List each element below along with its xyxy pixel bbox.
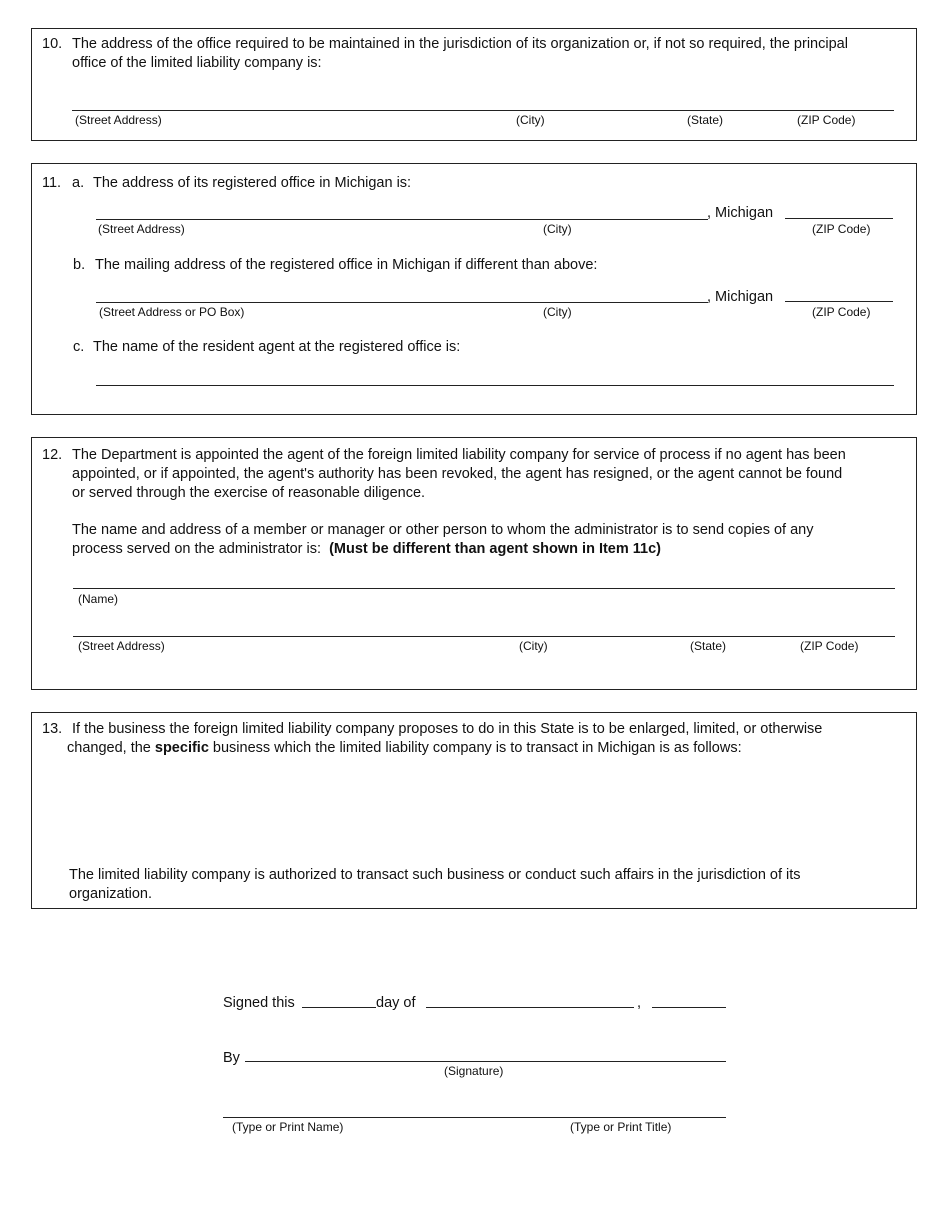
signature-line <box>245 1061 726 1062</box>
item-11b-city-caption: (City) <box>543 305 572 319</box>
item-13-line2-pre: changed, the <box>67 740 151 756</box>
item-11b-zip-field[interactable] <box>785 284 893 302</box>
item-13-line2-post: business which the limited liability company is to transact in Michigan is as follows: <box>212 740 742 756</box>
item-13-line2 <box>67 739 742 758</box>
signed-year-line <box>652 1007 726 1008</box>
item-11-number: 11. <box>42 175 62 191</box>
item-12-name-line <box>73 588 895 589</box>
item-13-closing-line1: The limited liability company is authorized to transact such business or conduct such affairs in the jurisdiction of its <box>69 867 801 883</box>
item-13-number: 13. <box>42 721 63 737</box>
item-13-closing-line2: organization. <box>69 886 153 902</box>
item-11a-city-caption: (City) <box>543 222 572 236</box>
print-title-caption: (Type or Print Title) <box>570 1120 672 1134</box>
item-11c-letter: c. <box>73 339 85 355</box>
item-12-bold-note: (Must be different than agent shown in Item 11c) <box>329 541 662 557</box>
item-11b-zip-caption: (ZIP Code) <box>812 305 871 319</box>
item-12-address-line <box>73 636 895 637</box>
signed-day-line <box>302 1007 376 1008</box>
item-10-street-caption: (Street Address) <box>75 113 162 127</box>
by-label: By <box>223 1050 240 1066</box>
item-10-number: 10. <box>42 36 63 52</box>
print-name-caption: (Type or Print Name) <box>232 1120 344 1134</box>
item-11c-text: The name of the resident agent at the registered office is: <box>93 339 461 355</box>
date-comma: , <box>637 995 642 1011</box>
item-11a-zip-field[interactable] <box>785 201 893 219</box>
item-12-para1-line3: or served through the exercise of reasonable diligence. <box>72 485 426 501</box>
item-12-name-field[interactable] <box>73 570 895 588</box>
signed-month-line <box>426 1007 634 1008</box>
item-11b-letter: b. <box>73 257 86 273</box>
item-12-name-caption: (Name) <box>78 592 119 606</box>
item-13-line1: If the business the foreign limited liability company proposes to do in this State is to be enlarged, limited, or otherwise <box>72 721 823 737</box>
item-12-para2-line2 <box>72 540 661 559</box>
item-12-state-caption: (State) <box>690 639 727 653</box>
item-12-para1-line1: The Department is appointed the agent of the foreign limited liability company for service of process if no agent has been <box>72 447 846 463</box>
signed-month-field[interactable] <box>426 989 634 1007</box>
signed-year-field[interactable] <box>652 989 726 1007</box>
item-11b-street-caption: (Street Address or PO Box) <box>99 305 245 319</box>
item-11a-michigan-label: , Michigan <box>707 205 774 221</box>
item-11b-michigan-label: , Michigan <box>707 289 774 305</box>
item-11c-agent-line <box>96 385 894 386</box>
item-10-zip-caption: (ZIP Code) <box>797 113 856 127</box>
item-11a-letter: a. <box>72 175 85 191</box>
day-of-label: day of <box>376 995 416 1011</box>
item-13-specific-bold: specific <box>154 740 209 756</box>
item-11a-street-caption: (Street Address) <box>98 222 185 236</box>
item-11a-text: The address of its registered office in Michigan is: <box>93 175 412 191</box>
signature-field[interactable] <box>245 1043 726 1061</box>
item-10-address-line <box>72 110 894 111</box>
item-10-state-caption: (State) <box>687 113 724 127</box>
item-11b-text: The mailing address of the registered office in Michigan if different than above: <box>95 257 598 273</box>
item-11c-agent-field[interactable] <box>96 367 894 385</box>
item-12-para1-line2: appointed, or if appointed, the agent's authority has been revoked, the agent has resigned, or the agent cannot be found <box>72 466 843 482</box>
item-11a-address-field[interactable] <box>96 201 708 219</box>
item-10-text-line1: The address of the office required to be maintained in the jurisdiction of its organization or, if not so required, the principal <box>72 36 848 52</box>
item-12-address-field[interactable] <box>73 618 895 636</box>
item-12-street-caption: (Street Address) <box>78 639 165 653</box>
signature-caption: (Signature) <box>444 1064 504 1078</box>
item-11b-address-line <box>96 302 708 303</box>
print-name-title-field[interactable] <box>223 1099 726 1117</box>
item-12-number: 12. <box>42 447 63 463</box>
signed-this-label: Signed this <box>223 995 295 1011</box>
item-10-city-caption: (City) <box>516 113 545 127</box>
signed-day-field[interactable] <box>302 989 376 1007</box>
item-11a-zip-line <box>785 218 893 219</box>
item-11b-zip-line <box>785 301 893 302</box>
item-11a-zip-caption: (ZIP Code) <box>812 222 871 236</box>
item-12-para2-line2-text: process served on the administrator is: <box>72 541 322 557</box>
item-13-business-field[interactable] <box>67 764 897 860</box>
print-name-title-line <box>223 1117 726 1118</box>
item-11a-address-line <box>96 219 708 220</box>
item-12-zip-caption: (ZIP Code) <box>800 639 859 653</box>
item-10-address-field[interactable] <box>72 92 894 110</box>
item-12-para2-line1: The name and address of a member or manager or other person to whom the administrator is to send copies of any <box>72 522 814 538</box>
item-10-text-line2: office of the limited liability company is: <box>72 55 322 71</box>
item-12-city-caption: (City) <box>519 639 548 653</box>
item-11b-address-field[interactable] <box>96 284 708 302</box>
